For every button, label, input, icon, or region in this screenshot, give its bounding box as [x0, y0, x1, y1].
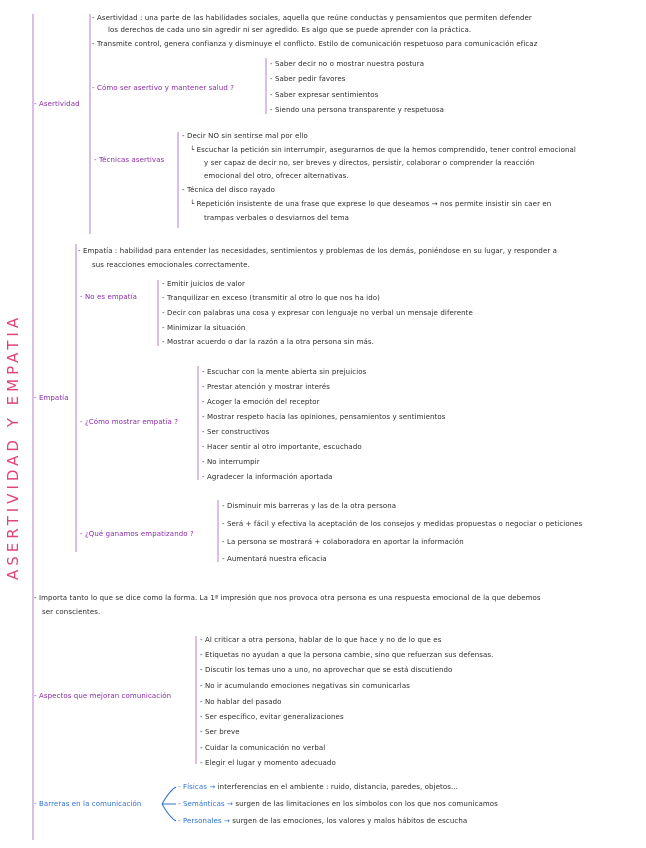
- list-item: - Será + fácil y efectiva la aceptación de los consejos y medidas propuestas o negociar o peticiones: [222, 520, 583, 528]
- list-item: └ Escuchar la petición sin interrumpir, asegurarnos de que la hemos comprendido, tener control emocional: [190, 146, 576, 154]
- list-item: - No hablar del pasado: [200, 698, 282, 706]
- barrera-key: - Semánticas →: [178, 800, 234, 808]
- barrera-personales: [178, 817, 467, 826]
- empatia-def-2: sus reacciones emocionales correctamente.: [92, 261, 250, 269]
- list-item: - Decir NO sin sentirse mal por ello: [182, 132, 308, 140]
- list-item: - No interrumpir: [202, 458, 260, 466]
- list-item: - Saber pedir favores: [270, 75, 346, 83]
- list-item: - Tranquilizar en exceso (transmitir al otro lo que nos ha ido): [162, 294, 380, 302]
- list-item: - Elegir el lugar y momento adecuado: [200, 759, 336, 767]
- empatia-def-1: - Empatía : habilidad para entender las necesidades, sentimientos y problemas de los demás, poniéndose en su lugar, y responder a: [78, 247, 558, 255]
- como-ser-asertivo-label: - Cómo ser asertivo y mantener salud ?: [92, 84, 235, 92]
- aspectos-label: - Aspectos que mejoran comunicación: [34, 692, 172, 700]
- list-item: - Cuidar la comunicación no verbal: [200, 744, 326, 752]
- list-item: - Mostrar respeto hacia las opiniones, pensamientos y sentimientos: [202, 413, 446, 421]
- list-item: - No ir acumulando emociones negativas sin comunicarlas: [200, 682, 410, 690]
- barrera-key: - Físicas →: [178, 783, 216, 791]
- barrera-text: interferencias en el ambiente : ruido, distancia, paredes, objetos...: [217, 783, 458, 791]
- barrera-text: surgen de las emociones, los valores y malos hábitos de escucha: [232, 817, 468, 825]
- list-item: - Prestar atención y mostrar interés: [202, 383, 331, 391]
- barrera-key: - Personales →: [178, 817, 230, 825]
- asertividad-def-1: - Asertividad : una parte de las habilidades sociales, aquella que reúne conductas y pensamientos que permiten defender: [92, 14, 532, 22]
- list-item: - Emitir juicios de valor: [162, 280, 246, 288]
- page-title: ASERTIVIDAD Y EMPATIA: [4, 313, 22, 580]
- list-item: - Ser breve: [200, 728, 240, 736]
- list-item: - Agradecer la información aportada: [202, 473, 333, 481]
- tecnicas-asertivas-label: - Técnicas asertivas: [94, 156, 165, 164]
- list-item: y ser capaz de decir no, ser breves y directos, persistir, colaborar o comprender la reacción: [204, 159, 535, 167]
- list-item: - Saber decir no o mostrar nuestra postura: [270, 60, 425, 68]
- list-item: - Acoger la emoción del receptor: [202, 398, 320, 406]
- list-item: emocional del otro, ofrecer alternativas.: [204, 172, 349, 180]
- list-item: - Discutir los temas uno a uno, no aprovechar que se está discutiendo: [200, 666, 453, 674]
- list-item: - Escuchar con la mente abierta sin prejuicios: [202, 368, 367, 376]
- list-item: - Técnica del disco rayado: [182, 186, 275, 194]
- barrera-fisicas: [178, 783, 458, 792]
- barrera-text: surgen de las limitaciones en los símbolos con los que nos comunicamos: [235, 800, 498, 808]
- list-item: - Aumentará nuestra eficacia: [222, 555, 327, 563]
- asertividad-def-2: los derechos de cada uno sin agredir ni ser agredido. Es algo que se puede aprender con la práctica.: [108, 26, 472, 34]
- list-item: - Ser constructivos: [202, 428, 270, 436]
- list-item: - La persona se mostrará + colaboradora en aportar la información: [222, 538, 464, 546]
- asertividad-def-3: - Transmite control, genera confianza y disminuye el conflicto. Estilo de comunicación respetuoso para comunicación eficaz: [92, 40, 538, 48]
- list-item: - Hacer sentir al otro importante, escuchado: [202, 443, 362, 451]
- como-mostrar-empatia-label: - ¿Cómo mostrar empatía ?: [80, 418, 179, 426]
- list-item: - Al criticar a otra persona, hablar de lo que hace y no de lo que es: [200, 636, 442, 644]
- list-item: └ Repetición insistente de una frase que exprese lo que deseamos → nos permite insistir sin caer en: [190, 200, 552, 208]
- empatia-label: - Empatía: [34, 394, 69, 402]
- list-item: trampas verbales o desviarnos del tema: [204, 214, 350, 222]
- no-es-empatia-label: - No es empatía: [80, 293, 138, 301]
- list-item: - Siendo una persona transparente y respetuosa: [270, 106, 444, 114]
- list-item: - Ser específico, evitar generalizaciones: [200, 713, 344, 721]
- list-item: - Minimizar la situación: [162, 324, 246, 332]
- asertividad-label: - Asertividad: [34, 100, 80, 108]
- list-item: - Mostrar acuerdo o dar la razón a la otra persona sin más.: [162, 338, 374, 346]
- barrera-semanticas: [178, 800, 498, 809]
- list-item: - Decir con palabras una cosa y expresar con lenguaje no verbal un mensaje diferente: [162, 309, 473, 317]
- list-item: - Etiquetas no ayudan a que la persona cambie, sino que refuerzan sus defensas.: [200, 651, 494, 659]
- list-item: - Disminuir mis barreras y las de la otra persona: [222, 502, 397, 510]
- importa-note-1: - Importa tanto lo que se dice como la forma. La 1ª impresión que nos provoca otra persona es una respuesta emocional de la que debemos: [34, 594, 541, 602]
- list-item: - Saber expresar sentimientos: [270, 91, 379, 99]
- que-ganamos-label: - ¿Qué ganamos empatizando ?: [80, 530, 194, 538]
- importa-note-2: ser conscientes.: [42, 608, 101, 616]
- barreras-label: - Barreras en la comunicación: [34, 800, 142, 808]
